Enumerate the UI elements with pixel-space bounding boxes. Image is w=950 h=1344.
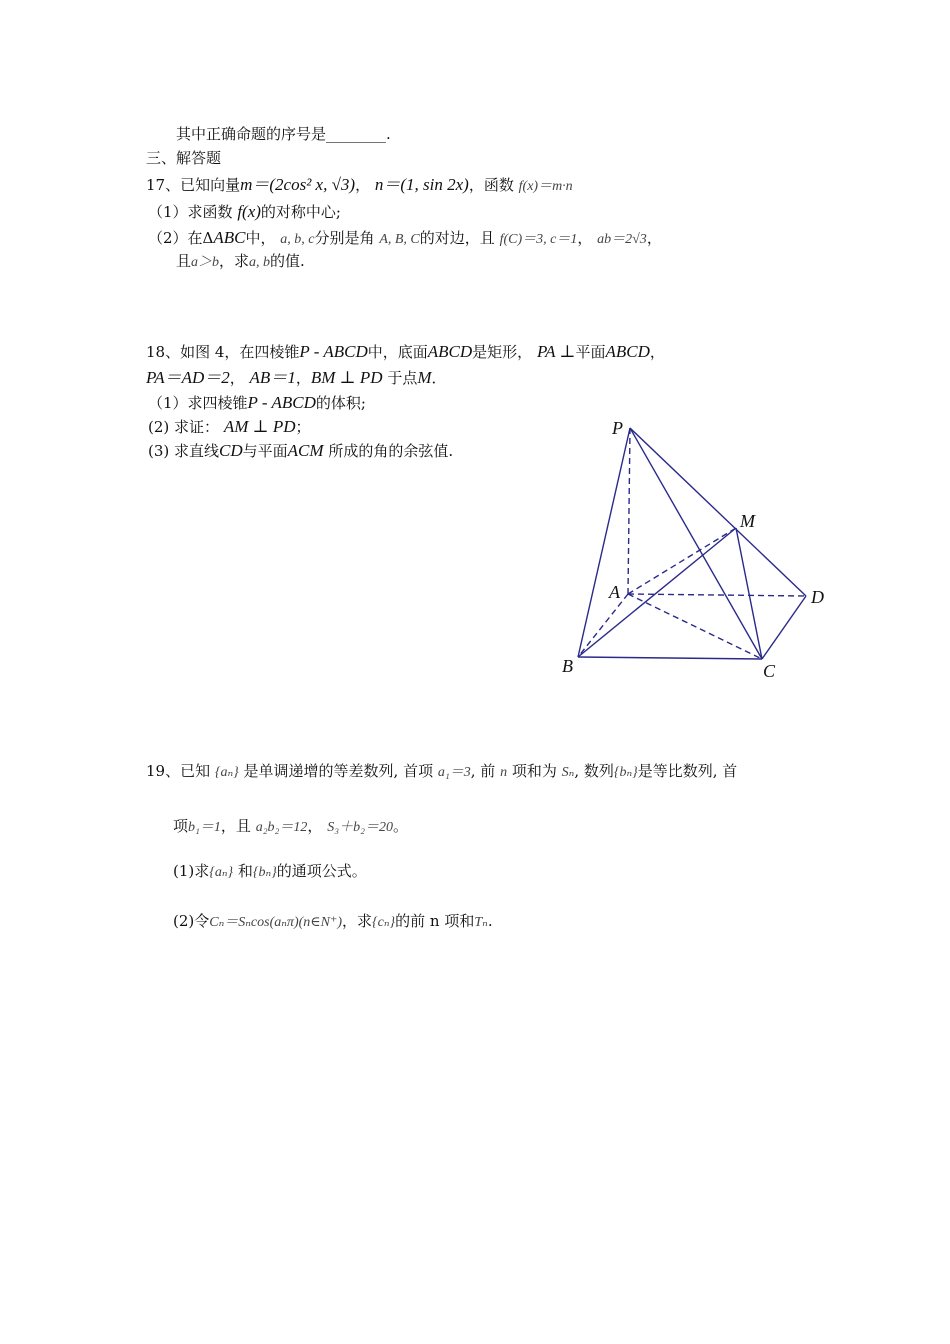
edge-PD [630,428,806,596]
q18-l1-m4: ABCD [605,342,650,361]
q19-l1-m1: {aₙ} [214,765,239,780]
q17-p2-cond2: ab＝2√3 [597,232,647,247]
q19-l1-e: , 数列 [574,762,614,780]
label-D: D [811,587,824,607]
q19-p2-m1: Cₙ＝Sₙcos(aₙπ)(n∈N⁺) [209,915,343,930]
edge-BM [578,528,736,657]
q18-l2-m2: AB＝1 [249,368,296,387]
edge-BC [578,657,762,659]
q19-l1-a: 19、已知 [146,762,211,780]
q18-p3-b: 与平面 [242,442,288,460]
edge-PA [628,428,630,594]
q18-p3-a: (3) 求直线 [148,442,220,460]
q19-p1-b: 和 [237,862,253,880]
q19-l2-m1: b₁＝1 [188,820,221,835]
q18-p1-m: P - ABCD [247,393,316,412]
q19-l1-m2: a₁＝3 [437,765,471,780]
q18-p3-m1: CD [219,441,243,460]
q17-vector-m: m＝(2cos² x, √3) [240,175,356,194]
q18-p3-m2: ACM [287,441,324,460]
q19-l2-c: ， [307,817,323,835]
q17-p1-suffix: 的对称中心; [260,203,341,221]
q17-p3-mid: ，求 [219,252,250,270]
label-A: A [609,582,620,602]
q18-l2-m1: PA＝AD＝2 [146,368,230,387]
q17-p1-math: f(x) [237,202,261,221]
q18-p2-a: (2) 求证： [148,418,220,436]
edge-CD [762,596,806,659]
q18-l1-e: ， [649,343,665,361]
q19-l2-b: ，且 [220,817,251,835]
label-P: P [612,418,623,438]
q19-p2-b: ，求 [342,912,373,930]
q19-line2 [173,815,408,839]
q17-p3-cond: a＞b [191,255,220,270]
q19-l1-b: 是单调递增的等差数列, 首项 [243,762,434,780]
q17-p2-mid2: 分别是角 [314,229,375,247]
edge-PC [630,428,762,659]
q19-l1-f: 是等比数列, 首 [637,762,738,780]
q17-p2-angles: A, B, C [379,232,420,247]
q18-l2-m4: M [417,368,432,387]
q18-l1-b: 中，底面 [367,343,428,361]
q17-p2-mid1: 中， [245,229,276,247]
label-B: B [562,656,573,676]
q18-l2-d: ． [431,369,447,387]
q19-p1-m1: {aₙ} [209,865,234,880]
q19-line1 [146,760,737,784]
q17-func-label: ，函数 [468,176,514,194]
q18-p1-a: （1）求四棱锥 [148,394,248,412]
q17-p2-prefix: （2）在Δ [148,229,214,247]
q19-p1-c: 的通项公式。 [276,862,367,880]
edge-PB [578,428,630,657]
q18-l1-d: 平面 [575,343,606,361]
q17-p3-end: 的值. [270,252,305,270]
q19-l2-m2: a₂b₂＝12 [255,820,308,835]
q19-p2-m3: Tₙ [474,915,488,930]
q17-p2-mid3: 的对边，且 [419,229,495,247]
q19-l1-c: , 前 [470,762,496,780]
q19-p2-d: . [487,912,493,930]
q17-p1-prefix: （1）求函数 [148,203,233,221]
q18-l2-a: ， [229,369,245,387]
q17-function-def: f(x)＝m·n [518,179,573,194]
q17-p2-mid4: ， [577,229,593,247]
q19-l2-d: 。 [392,817,408,835]
q19-l2-m3: S₃＋b₂＝20 [327,820,393,835]
q19-part1 [173,860,367,884]
q18-l1-m2: ABCD [427,342,473,361]
q18-l2-b: ， [295,369,311,387]
q17-p3-vars: a, b [249,255,271,270]
q17-p2-abc: ABC [213,228,246,247]
q19-l1-d: 项和为 [511,762,557,780]
q17-vector-n: n＝(1, sin 2x) [374,175,469,194]
q17-p2-end: ， [646,229,662,247]
q18-l1-a: 18、如图 4，在四棱锥 [146,343,300,361]
q19-l1-m3: n [500,765,508,780]
q17-sep: ， [355,176,371,194]
q19-p1-a: (1)求 [173,862,210,880]
q18-p3-c: 所成的角的余弦值. [328,442,454,460]
q17-stem-prefix: 17、已知向量 [146,176,241,194]
q18-l1-c: 是矩形， [472,343,533,361]
q18-l1-m1: P - ABCD [299,342,368,361]
q18-p2-b: ； [295,418,311,436]
q17-p2-cond1: f(C)＝3, c＝1 [499,232,578,247]
q19-l1-m5: {bₙ} [613,765,638,780]
q18-l1-m3: PA ⊥ [536,342,576,361]
q17-p2-sides: a, b, c [280,232,315,247]
q18-l2-m3: BM ⊥ PD [310,368,383,387]
q18-p2-m: AM ⊥ PD [223,417,296,436]
q18-p1-b: 的体积; [315,394,366,412]
label-M: M [740,511,755,531]
edge-MC [736,528,762,659]
q19-l1-m4: Sₙ [561,765,575,780]
edge-AC [628,594,762,659]
q19-p2-m2: {cₙ} [372,915,396,930]
q19-p1-m2: {bₙ} [252,865,277,880]
q19-l2-a: 项 [173,817,189,835]
q19-part2 [173,910,493,934]
q19-p2-a: (2)令 [173,912,210,930]
intro-text: 其中正确命题的序号是________. [176,125,391,143]
label-C: C [763,661,776,681]
q18-l2-c: 于点 [387,369,418,387]
q17-p3-prefix: 且 [176,252,192,270]
section-title-text: 三、解答题 [146,149,222,167]
q19-p2-c: 的前 n 项和 [395,912,475,930]
